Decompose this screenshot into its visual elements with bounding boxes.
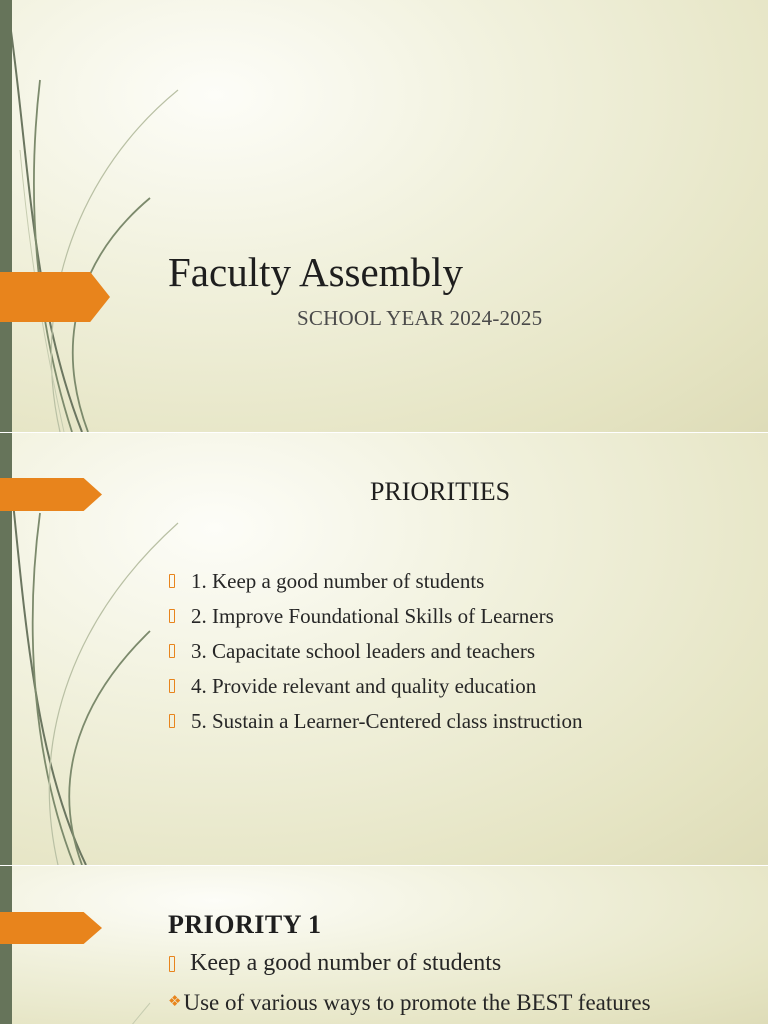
decorative-swoosh-lines	[0, 866, 190, 1024]
priorities-slide	[0, 433, 768, 865]
list-item-text: 3. Capacitate school leaders and teachers	[191, 639, 536, 663]
decorative-swoosh-lines	[0, 0, 190, 432]
bullet-icon	[169, 714, 175, 728]
left-accent-bar	[0, 866, 12, 1024]
orange-arrow-tab	[0, 272, 110, 322]
list-item	[168, 639, 582, 674]
list-item	[168, 569, 582, 604]
slide-title: Faculty Assembly	[168, 249, 463, 295]
bullet-icon	[169, 644, 175, 658]
list-item-text: 2. Improve Foundational Skills of Learners	[191, 604, 554, 628]
bullet-icon	[169, 679, 175, 693]
priority-1-slide	[0, 866, 768, 1024]
list-item	[168, 950, 501, 977]
list-item	[168, 709, 582, 744]
bullet-icon	[169, 609, 175, 623]
sub-list-item	[168, 990, 651, 1016]
orange-arrow-tab	[0, 912, 102, 944]
slide-subtitle: SCHOOL YEAR 2024-2025	[297, 306, 543, 330]
priorities-heading: PRIORITIES	[369, 477, 511, 506]
four-diamond-bullet-icon: ❖	[168, 992, 182, 1010]
list-item-text: 4. Provide relevant and quality education	[191, 674, 537, 698]
left-accent-bar	[0, 0, 12, 432]
list-item	[168, 604, 582, 639]
bullet-icon	[169, 956, 175, 972]
list-item	[168, 674, 582, 709]
priorities-list	[168, 569, 582, 744]
list-item-text: 1. Keep a good number of students	[191, 569, 485, 593]
sub-list-item-text: Use of various ways to promote the BEST features	[183, 990, 651, 1015]
priority-1-heading: PRIORITY 1	[168, 910, 322, 939]
list-item-text: Keep a good number of students	[190, 950, 502, 976]
title-slide	[0, 0, 768, 432]
bullet-icon	[169, 574, 175, 588]
list-item-text: 5. Sustain a Learner-Centered class instruction	[191, 709, 583, 733]
